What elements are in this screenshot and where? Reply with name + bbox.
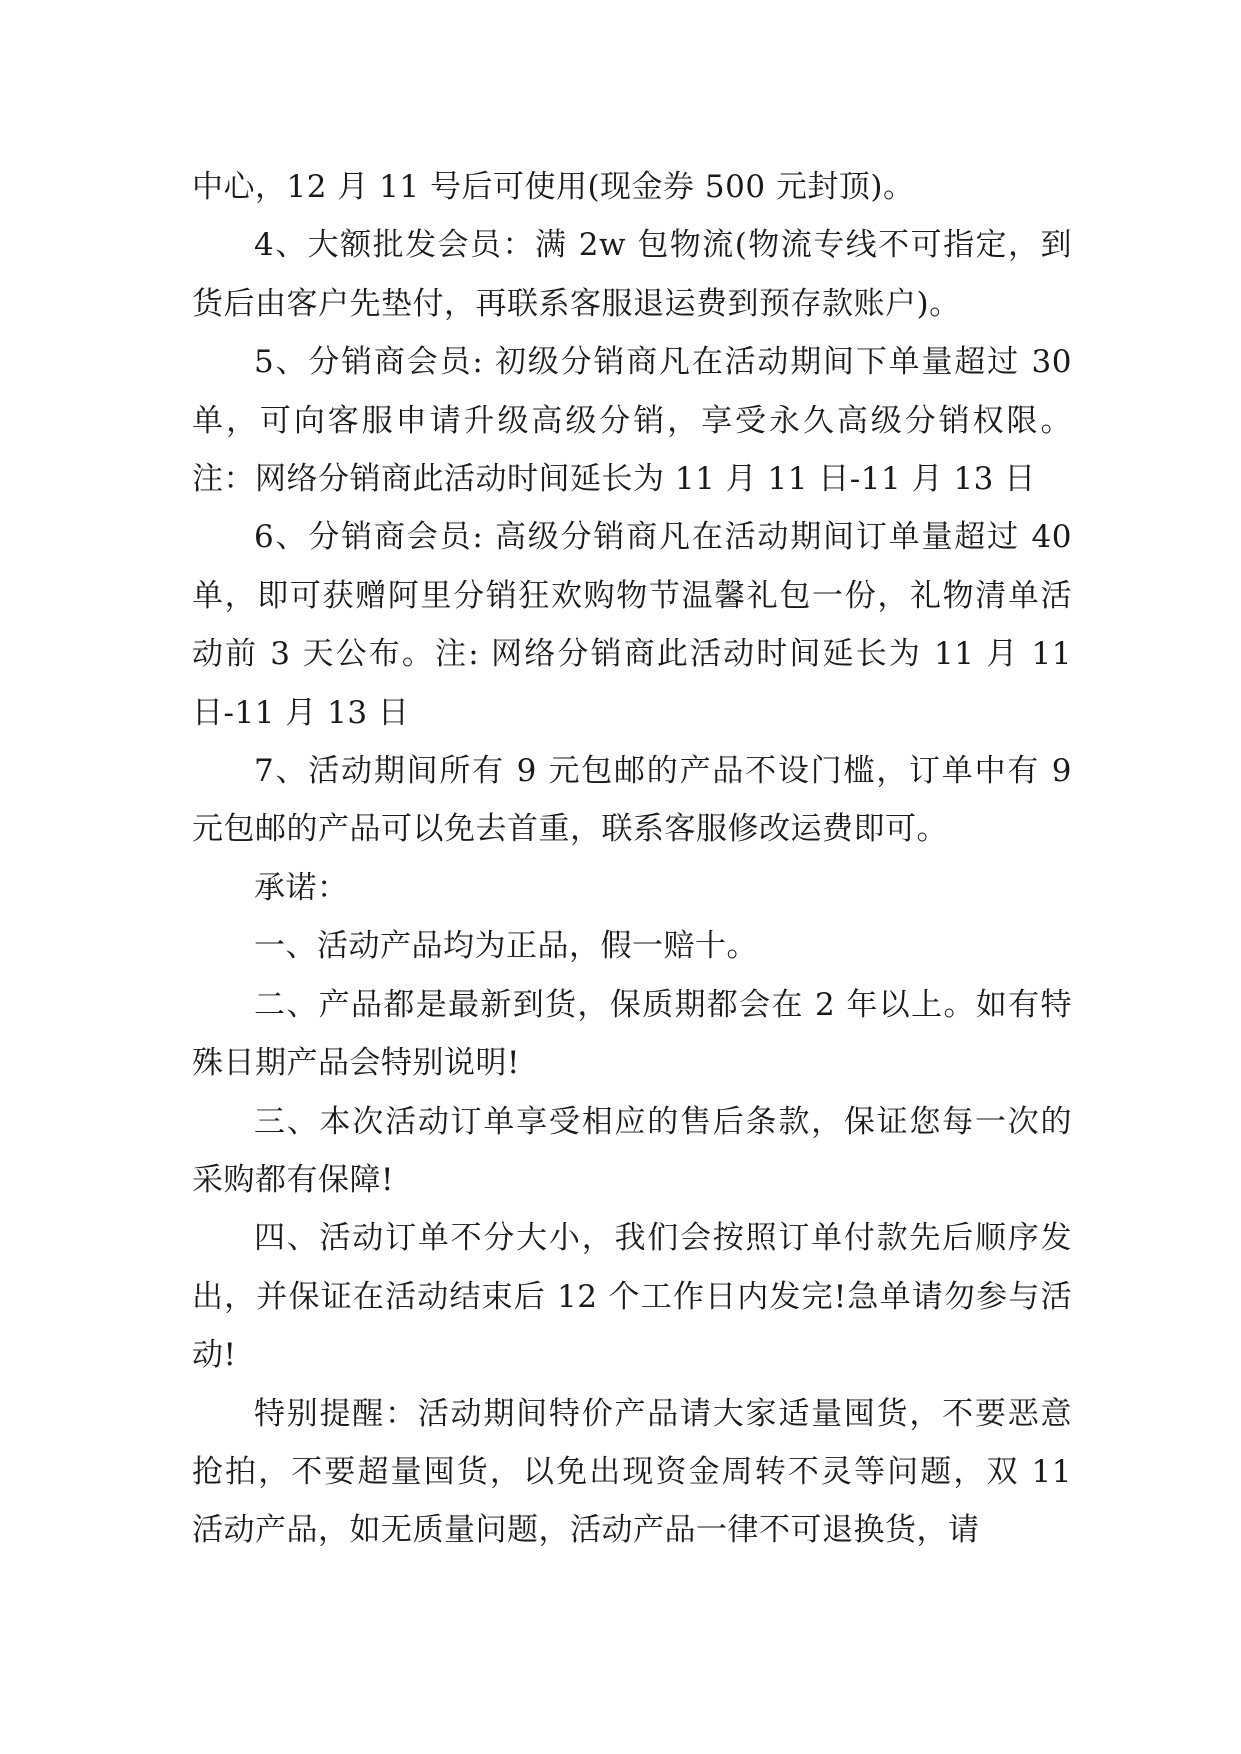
paragraph-promise-heading: 承诺： [254, 869, 349, 906]
paragraph-promise-2: 二、产品都是最新到货，保质期都会在 2 年以上。如有特殊日期产品会特别说明! [192, 986, 1072, 1082]
paragraph-item-4: 4、大额批发会员：满 2w 包物流(物流专线不可指定，到货后由客户先垫付，再联系客服退运费到预存款账户)。 [192, 227, 1072, 322]
paragraph-coupon-center: 中心，12 月 11 号后可使用(现金券 500 元封顶)。 [192, 169, 915, 205]
paragraph-special-reminder: 特别提醒：活动期间特价产品请大家适量囤货，不要恶意抢拍，不要超量囤货，以免出现资金周转不灵等问题，双 11 活动产品，如无质量问题，活动产品一律不可退换货，请 [192, 1395, 1072, 1549]
paragraph-promise-3: 三、本次活动订单享受相应的售后条款，保证您每一次的采购都有保障! [192, 1103, 1072, 1198]
document-body [192, 158, 1072, 1560]
paragraph-promise-1: 一、活动产品均为正品，假一赔十。 [254, 928, 758, 965]
paragraph-promise-4: 四、活动订单不分大小，我们会按照订单付款先后顺序发出，并保证在活动结束后 12 个工作日内发完!急单请勿参与活动! [192, 1220, 1072, 1374]
paragraph-item-7: 7、活动期间所有 9 元包邮的产品不设门槛，订单中有 9 元包邮的产品可以免去首重，联系客服修改运费即可。 [192, 753, 1072, 848]
paragraph-item-5: 5、分销商会员: 初级分销商凡在活动期间下单量超过 30 单，可向客服申请升级高级分销，享受永久高级分销权限。注：网络分销商此活动时间延长为 11 月 11 日-11 月 13 日 [192, 344, 1072, 498]
paragraph-item-6: 6、分销商会员: 高级分销商凡在活动期间订单量超过 40 单，即可获赠阿里分销狂欢购物节温馨礼包一份，礼物清单活动前 3 天公布。注: 网络分销商此活动时间延长为 11 月 11 日-11 月 13 日 [192, 519, 1072, 731]
